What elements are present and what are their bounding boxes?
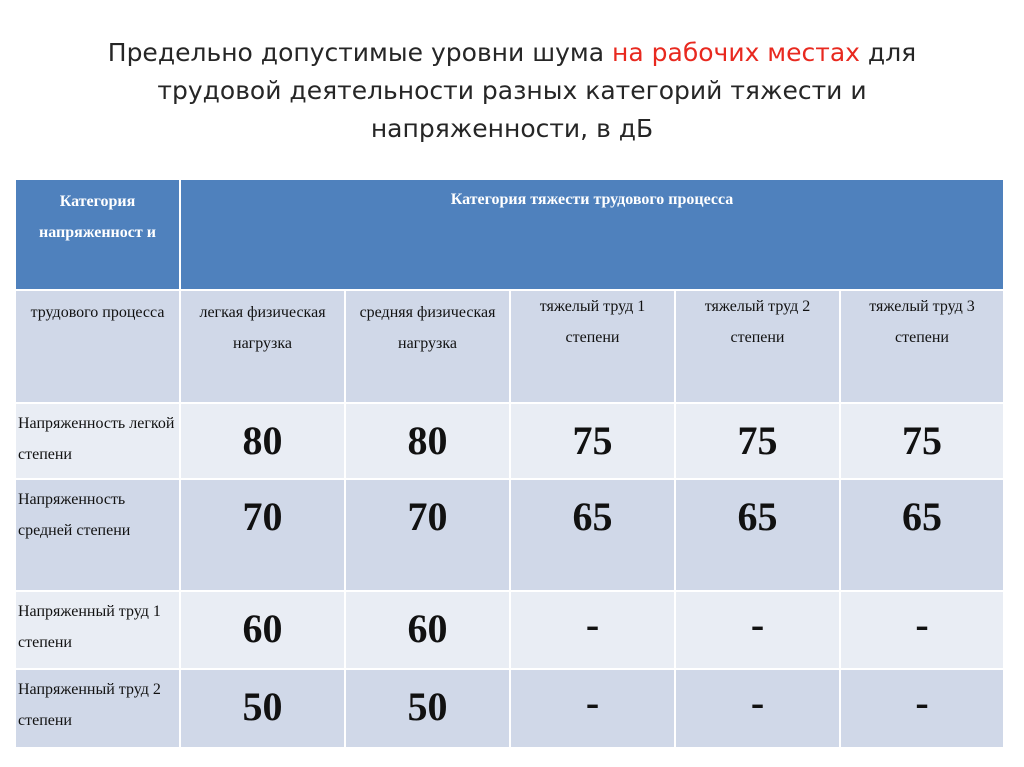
- value-cell: -: [840, 591, 1004, 669]
- value-cell: -: [510, 591, 675, 669]
- table-row: [15, 479, 1004, 591]
- title-line-1: [20, 34, 1004, 72]
- value-cell: -: [510, 669, 675, 748]
- subheader-cell-heavy-2: тяжелый труд 2 степени: [675, 290, 840, 403]
- value-cell: 65: [840, 479, 1004, 591]
- value-cell: 65: [510, 479, 675, 591]
- value-cell: -: [840, 669, 1004, 748]
- subheader-cell-light-load: легкая физическая нагрузка: [180, 290, 345, 403]
- subheader-cell-heavy-1: тяжелый труд 1 степени: [510, 290, 675, 403]
- noise-levels-table: [14, 178, 1005, 749]
- title-line-3: напряженности, в дБ: [370, 114, 654, 143]
- value-cell: 80: [345, 403, 510, 479]
- value-cell: 60: [345, 591, 510, 669]
- row-label: Напряженность легкой степени: [15, 403, 180, 479]
- row-label: Напряженность средней степени: [15, 479, 180, 591]
- title-line-2: трудовой деятельности разных категорий тяжести и: [157, 76, 867, 105]
- table-header-row: [15, 179, 1004, 290]
- value-cell: 75: [510, 403, 675, 479]
- value-cell: -: [675, 591, 840, 669]
- table-row: [15, 403, 1004, 479]
- subheader-cell-process: трудового процесса: [15, 290, 180, 403]
- value-cell: -: [675, 669, 840, 748]
- value-cell: 80: [180, 403, 345, 479]
- title-text-highlight: на рабочих местах: [612, 38, 860, 67]
- table-subheader-row: [15, 290, 1004, 403]
- header-cell-severity-category: Категория тяжести трудового процесса: [180, 179, 1004, 290]
- row-label: Напряженный труд 2 степени: [15, 669, 180, 748]
- value-cell: 75: [840, 403, 1004, 479]
- value-cell: 70: [180, 479, 345, 591]
- value-cell: 75: [675, 403, 840, 479]
- value-cell: 60: [180, 591, 345, 669]
- value-cell: 50: [180, 669, 345, 748]
- subheader-cell-medium-load: средняя физическая нагрузка: [345, 290, 510, 403]
- value-cell: 70: [345, 479, 510, 591]
- title-text-c: для: [867, 38, 917, 67]
- title-text-a: Предельно допустимые уровни шума: [107, 38, 605, 67]
- table-row: [15, 669, 1004, 748]
- value-cell: 50: [345, 669, 510, 748]
- subheader-cell-heavy-3: тяжелый труд 3 степени: [840, 290, 1004, 403]
- slide-title: [20, 34, 1004, 148]
- header-cell-tension-category: Категория напряженност и: [15, 179, 180, 290]
- table-row: [15, 591, 1004, 669]
- value-cell: 65: [675, 479, 840, 591]
- row-label: Напряженный труд 1 степени: [15, 591, 180, 669]
